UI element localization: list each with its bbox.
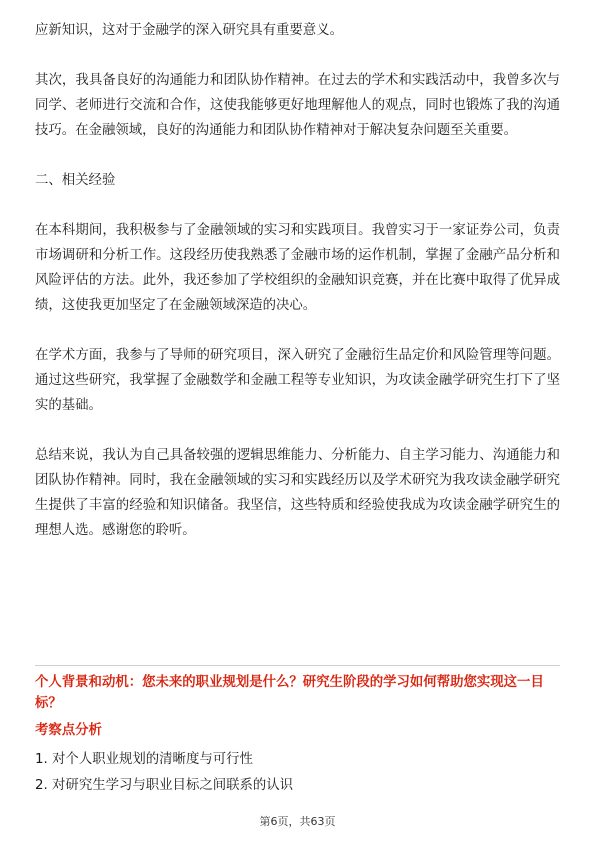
analysis-point: 2. 对研究生学习与职业目标之间联系的认识 (35, 778, 294, 793)
paragraph-academic: 在学术方面，我参与了导师的研究项目，深入研究了金融衍生品定价和风险管理等问题。通过这些研究，我掌握了金融数学和金融工程等专业知识，为攻读金融学研究生打下了坚实的基础。 (35, 348, 560, 413)
page-number: 第6页，共63页 (259, 815, 336, 828)
interview-question: 个人背景和动机：您未来的职业规划是什么？研究生阶段的学习如何帮助您实现这一目标？ (35, 675, 544, 711)
section-heading-experience: 二、相关经验 (35, 173, 116, 188)
paragraph-continuation: 应新知识，这对于金融学的深入研究具有重要意义。 (35, 23, 343, 38)
section-divider (35, 665, 560, 666)
analysis-point: 1. 对个人职业规划的清晰度与可行性 (35, 752, 253, 767)
paragraph-summary: 总结来说，我认为自己具备较强的逻辑思维能力、分析能力、自主学习能力、沟通能力和团队协作精神。同时，我在金融领域的实习和实践经历以及学术研究为我攻读金融学研究生提供了丰富的经验和知识储备。我坚信，这些特质和经验使我成为攻读金融学研究生的理想人选。感谢您的聆听。 (35, 448, 560, 538)
analysis-title: 考察点分析 (35, 723, 102, 738)
paragraph-communication: 其次，我具备良好的沟通能力和团队协作精神。在过去的学术和实践活动中，我曾多次与同学、老师进行交流和合作，这使我能够更好地理解他人的观点，同时也锻炼了我的沟通技巧。在金融领域，良好的沟通能力和团队协作精神对于解决复杂问题至关重要。 (35, 73, 560, 138)
analysis-points (35, 747, 560, 799)
document-body (35, 18, 560, 543)
paragraph-internship: 在本科期间，我积极参与了金融领域的实习和实践项目。我曾实习于一家证券公司，负责市场调研和分析工作。这段经历使我熟悉了金融市场的运作机制，掌握了金融产品分析和风险评估的方法。此外，我还参加了学校组织的金融知识竞赛，并在比赛中取得了优异成绩，这使我更加坚定了在金融领域深造的决心。 (35, 223, 560, 313)
